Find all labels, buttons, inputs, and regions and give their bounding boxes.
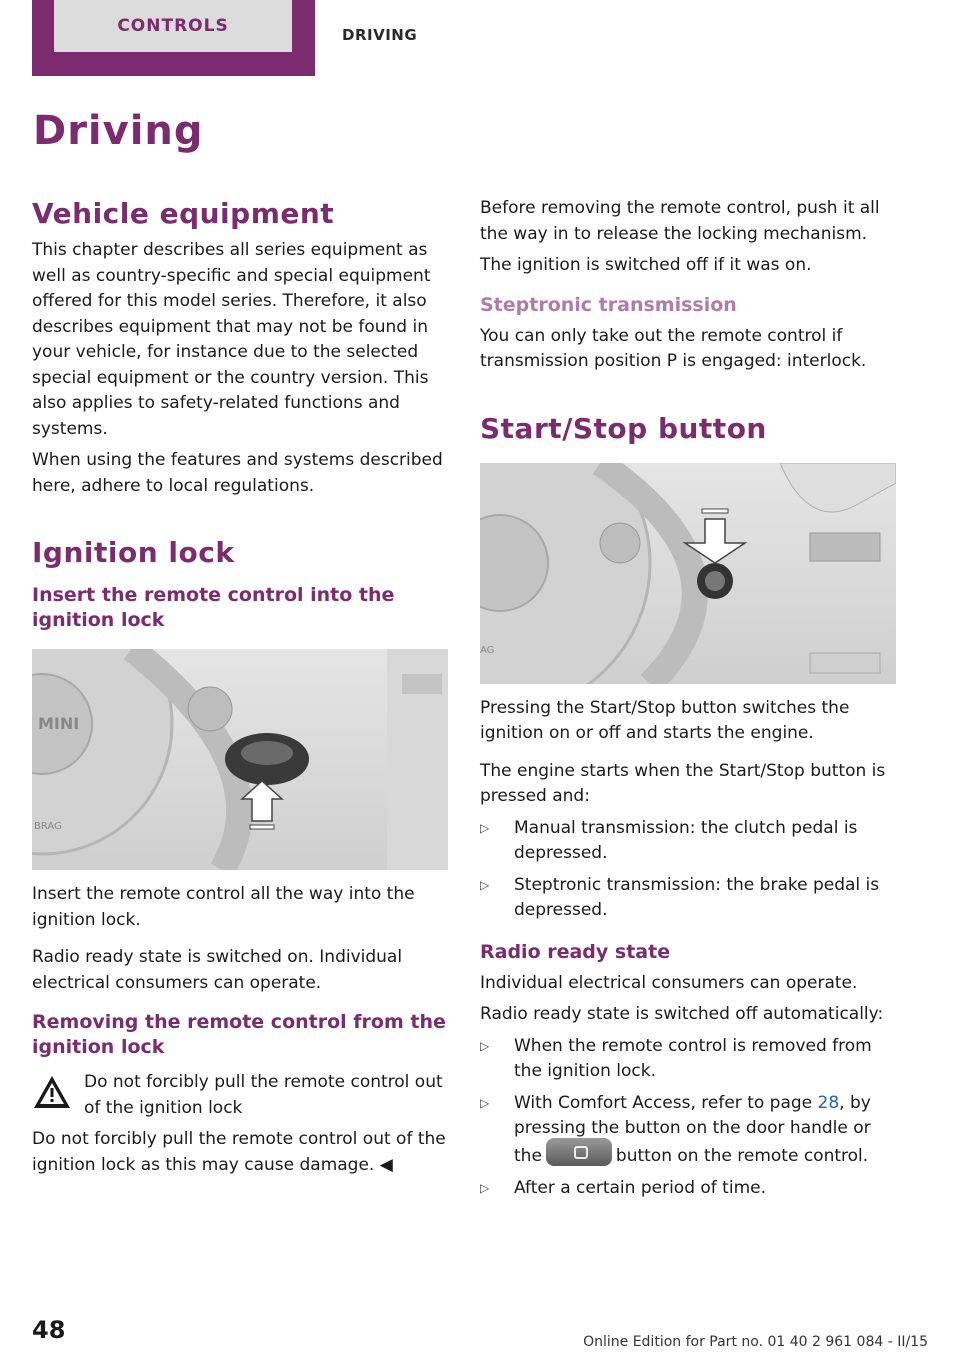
warning-block [32, 1070, 448, 1121]
list-item: ▷ Steptronic transmission: the brake pedal is depressed. [480, 874, 880, 920]
page-title: Driving [33, 108, 204, 154]
right-column [480, 196, 896, 1207]
vehicle-equipment-paragraph-1: This chapter describes all series equipment as well as country-specific and special equipment offered for this model series. Therefore, it also describes equipment that may not be found in your vehicle, for instance due to the selected special equipment or the country version. This also applies to safety-related functions and systems. [32, 240, 431, 439]
ignition-off-paragraph: The ignition is switched off if it was on. [480, 255, 812, 275]
remove-push-paragraph: Before removing the remote control, push it all the way in to release the locking mechanism. [480, 198, 880, 244]
svg-text:AG: AG [480, 644, 495, 656]
tab-driving[interactable]: DRIVING [342, 26, 418, 44]
list-item: ▷ Manual transmission: the clutch pedal is depressed. [480, 817, 858, 863]
bullet-triangle-icon: ▷ [480, 1095, 490, 1110]
ignition-lock-photo [32, 649, 448, 870]
page-link-28[interactable]: 28 [817, 1092, 840, 1113]
remote-unlock-button-icon [546, 1138, 612, 1166]
radio-ready-on-paragraph: Radio ready state is switched on. Individual electrical consumers can operate. [32, 947, 403, 993]
removing-remote-heading: Removing the remote control from the ignition lock [32, 1011, 446, 1058]
radio-ready-heading: Radio ready state [480, 940, 671, 963]
radio-ready-paragraph-1: Individual electrical consumers can operate. [480, 972, 858, 993]
steptronic-heading: Steptronic transmission [480, 293, 737, 316]
svg-text:BRAG: BRAG [34, 821, 62, 832]
start-stop-paragraph-1: Pressing the Start/Stop button switches the ignition on or off and starts the engine. [480, 697, 850, 743]
left-column [32, 196, 448, 1184]
vehicle-equipment-paragraph-2: When using the features and systems described here, adhere to local regulations. [32, 450, 443, 496]
page-number: 48 [32, 1316, 66, 1344]
start-conditions-list [480, 816, 896, 924]
insert-remote-paragraph: Insert the remote control all the way into the ignition lock. [32, 884, 415, 930]
insert-remote-subheading: Insert the remote control into the ignition lock [32, 584, 395, 631]
bullet-triangle-icon: ▷ [480, 1180, 490, 1195]
edition-footer: Online Edition for Part no. 01 40 2 961 084 - II/15 [583, 1334, 928, 1350]
svg-text:MINI: MINI [38, 714, 80, 733]
warning-triangle-icon [32, 1074, 72, 1110]
bullet-triangle-icon: ▷ [480, 877, 490, 892]
tab-controls[interactable]: CONTROLS [54, 0, 292, 52]
bullet-triangle-icon: ▷ [480, 820, 490, 835]
warning-body: Do not forcibly pull the remote control out of the ignition lock as this may cause damage. ◀ [32, 1129, 446, 1175]
start-stop-heading: Start/Stop button [480, 411, 767, 445]
bullet-triangle-icon: ▷ [480, 1038, 490, 1053]
radio-ready-paragraph-2: Radio ready state is switched off automatically: [480, 1004, 884, 1024]
vehicle-equipment-heading: Vehicle equipment [32, 197, 335, 230]
list-item: ▷ When the remote control is removed from the ignition lock. [480, 1035, 872, 1081]
header-tab-bar [32, 0, 315, 76]
list-item: ▷ After a certain period of time. [480, 1176, 896, 1202]
list-item: ▷ With Comfort Access, refer to page 28, by pressing the button on the door handle or the button on the remote control. [480, 1092, 871, 1166]
radio-off-list [480, 1034, 896, 1202]
steptronic-paragraph: You can only take out the remote control if transmission position P is engaged: interlock. [480, 325, 867, 371]
start-stop-paragraph-2: The engine starts when the Start/Stop button is pressed and: [480, 760, 886, 806]
start-stop-photo [480, 463, 896, 684]
warning-title: Do not forcibly pull the remote control out of the ignition lock [84, 1072, 443, 1118]
ignition-lock-heading: Ignition lock [32, 536, 235, 569]
